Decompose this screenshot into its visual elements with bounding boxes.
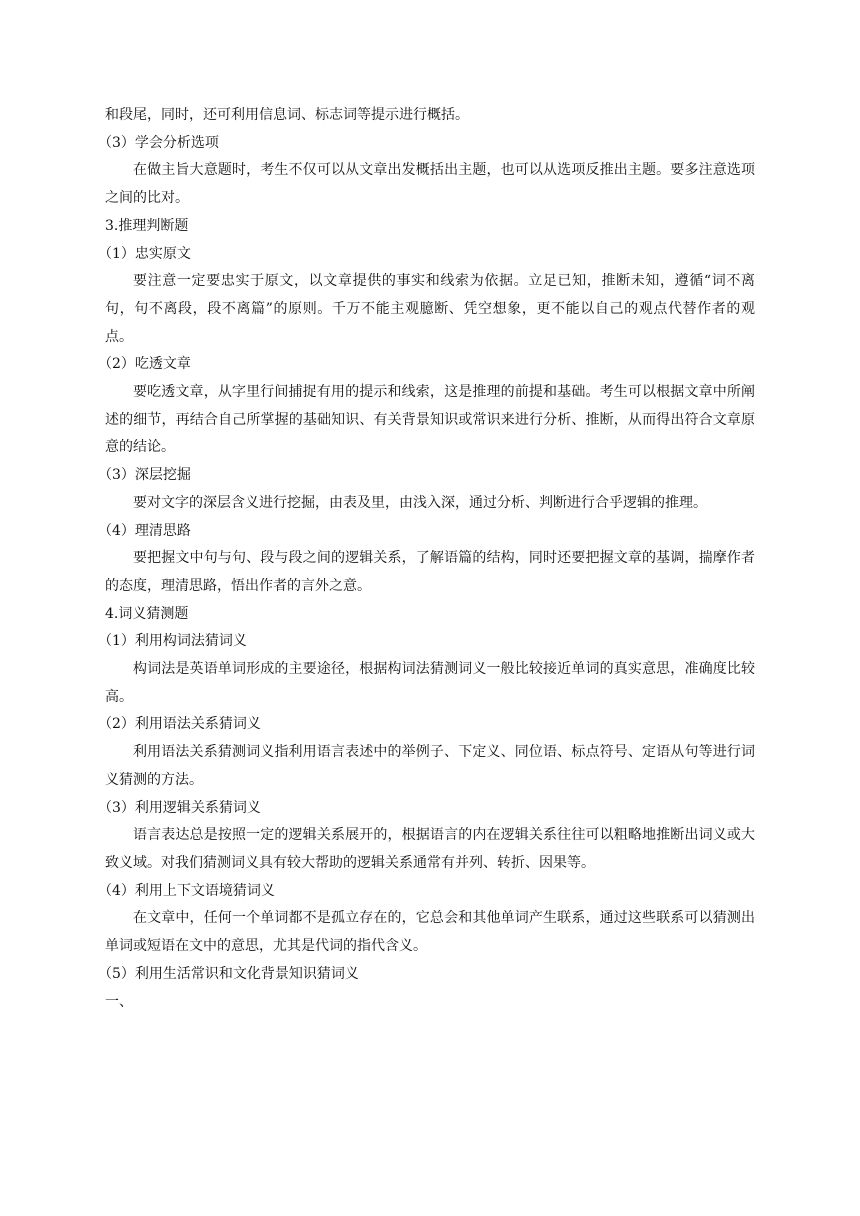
paragraph: 要对文字的深层含义进行挖掘，由表及里，由浅入深，通过分析、判断进行合乎逻辑的推理。 — [133, 494, 707, 511]
section-heading: 3.推理判断题 — [105, 217, 189, 234]
paragraph: 要吃透文章，从字里行间捕捉有用的提示和线索，这是推理的前提和基础。考生可以根据文章中所阐述的细节，再结合自己所掌握的基础知识、有关背景知识或常识来进行分析、推断，从而得出符合文章原意的结论。 — [105, 384, 755, 456]
paragraph-fragment: 和段尾，同时，还可利用信息词、标志词等提示进行概括。 — [105, 107, 469, 123]
subsection-heading: （2）吃透文章 — [98, 356, 191, 373]
paragraph: 要把握文中句与句、段与段之间的逻辑关系，了解语篇的结构，同时还要把握文章的基调，揣摩作者的态度，理清思路，悟出作者的言外之意。 — [105, 550, 755, 594]
paragraph: 在文章中，任何一个单词都不是孤立存在的，它总会和其他单词产生联系，通过这些联系可以猜测出单词或短语在文中的意思，尤其是代词的指代含义。 — [105, 910, 755, 955]
document-page — [98, 102, 755, 1016]
paragraph: 构词法是英语单词形成的主要途径，根据构词法猜测词义一般比较接近单词的真实意思，准确度比较高。 — [105, 661, 755, 705]
paragraph: 在做主旨大意题时，考生不仅可以从文章出发概括出主题，也可以从选项反推出主题。要多注意选项之间的比对。 — [105, 162, 755, 207]
subsection-heading: （1）忠实原文 — [98, 245, 191, 262]
subsection-heading: （4）利用上下文语境猜词义 — [98, 882, 275, 899]
paragraph: 要注意一定要忠实于原文，以文章提供的事实和线索为依据。立足已知，推断未知，遵循“词不离句，句不离段，段不离篇”的原则。千万不能主观臆断、凭空想象，更不能以自己的观点代替作者的观点。 — [105, 273, 755, 345]
document-body — [98, 102, 755, 1016]
section-heading: 4.词义猜测题 — [105, 605, 189, 622]
section-heading: 一、 — [105, 993, 133, 1010]
subsection-heading: （1）利用构词法猜词义 — [98, 633, 247, 650]
paragraph: 语言表达总是按照一定的逻辑关系展开的，根据语言的内在逻辑关系往往可以粗略地推断出词义或大致义域。对我们猜测词义具有较大帮助的逻辑关系通常有并列、转折、因果等。 — [105, 827, 755, 871]
subsection-heading: （5）利用生活常识和文化背景知识猜词义 — [98, 965, 359, 982]
subsection-heading: （3）学会分析选项 — [98, 134, 219, 151]
subsection-heading: （3）利用逻辑关系猜词义 — [98, 799, 261, 816]
paragraph: 利用语法关系猜测词义指利用语言表述中的举例子、下定义、同位语、标点符号、定语从句等进行词义猜测的方法。 — [105, 744, 755, 788]
subsection-heading: （4）理清思路 — [98, 522, 191, 539]
subsection-heading: （3）深层挖掘 — [98, 467, 191, 484]
subsection-heading: （2）利用语法关系猜词义 — [98, 716, 261, 733]
